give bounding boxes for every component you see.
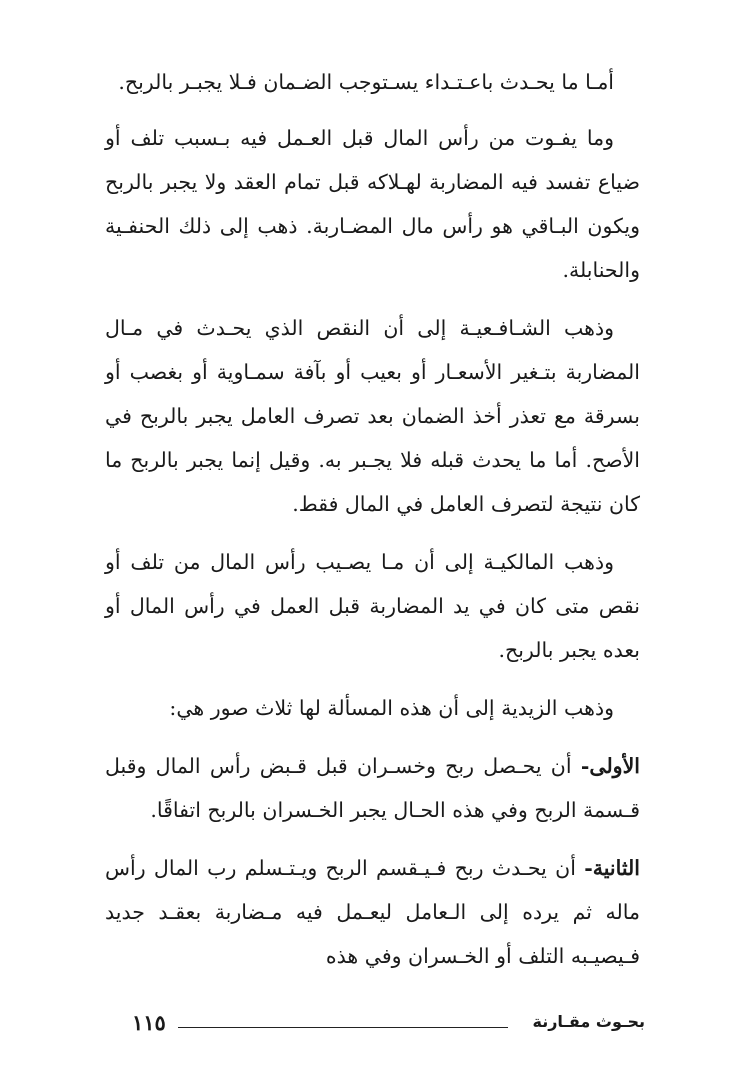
paragraph-5 <box>105 686 640 730</box>
page-body <box>105 60 640 992</box>
paragraph-5-text: وذهب الزيدية إلى أن هذه المسألة لها ثلاث صور هي: <box>169 696 614 720</box>
paragraph-2-text: وما يفـوت من رأس المال قبل العـمل فيه بـسبب تلف أو ضياع تفسد فيه المضاربة لهـلاكه قبل تمام العقد ولا يجبر بالربح ويكون البـاقي هو رأس مال المضـاربة. ذهب إلى ذلك الحنفـية والحنابلة. <box>105 126 640 282</box>
paragraph-2 <box>105 116 640 292</box>
paragraph-4 <box>105 540 640 672</box>
paragraph-1 <box>105 60 640 104</box>
list-item-second <box>105 846 640 978</box>
list-item-text: أن يحـدث ربح فـيـقسم الربح ويـتـسلم رب المال رأس ماله ثم يرده إلى الـعامل ليعـمل فيه مـضاربة بعقـد جديد فـيصيـبه التلف أو الخـسران وفي هذه <box>105 856 640 968</box>
running-title: بحـوث مقـارنة <box>532 1012 645 1031</box>
list-item-text: أن يحـصل ربح وخسـران قبل قـبض رأس المال وقبل قـسمة الربح وفي هذه الحـال يجبر الخـسران بالربح اتفاقًا. <box>105 754 640 822</box>
list-item-label: الثانية- <box>584 856 640 880</box>
footer-rule <box>178 1027 508 1028</box>
list-item-first <box>105 744 640 832</box>
page-number: ١١٥ <box>132 1010 166 1035</box>
paragraph-4-text: وذهب المالكيـة إلى أن مـا يصـيب رأس المال من تلف أو نقص متى كان في يد المضاربة قبل العمل في رأس المال أو بعده يجبر بالربح. <box>105 550 640 662</box>
page-footer <box>120 1010 645 1040</box>
paragraph-3 <box>105 306 640 526</box>
paragraph-3-text: وذهب الشـافـعيـة إلى أن النقص الذي يحـدث في مـال المضاربة بتـغير الأسعـار أو بعيب أو بآفة سمـاوية أو بغصب أو بسرقة مع تعذر أخذ الضمان بعد تصرف العامل يجبر بالربح في الأصح. أما ما يحدث قبله فلا يجـبر به. وقيل إنما يجبر بالربح ما كان نتيجة لتصرف العامل في المال فقط. <box>105 316 640 516</box>
paragraph-1-text: أمـا ما يحـدث باعـتـداء يسـتوجب الضـمان فـلا يجبـر بالربح. <box>118 70 614 94</box>
list-item-label: الأولى- <box>580 754 640 778</box>
